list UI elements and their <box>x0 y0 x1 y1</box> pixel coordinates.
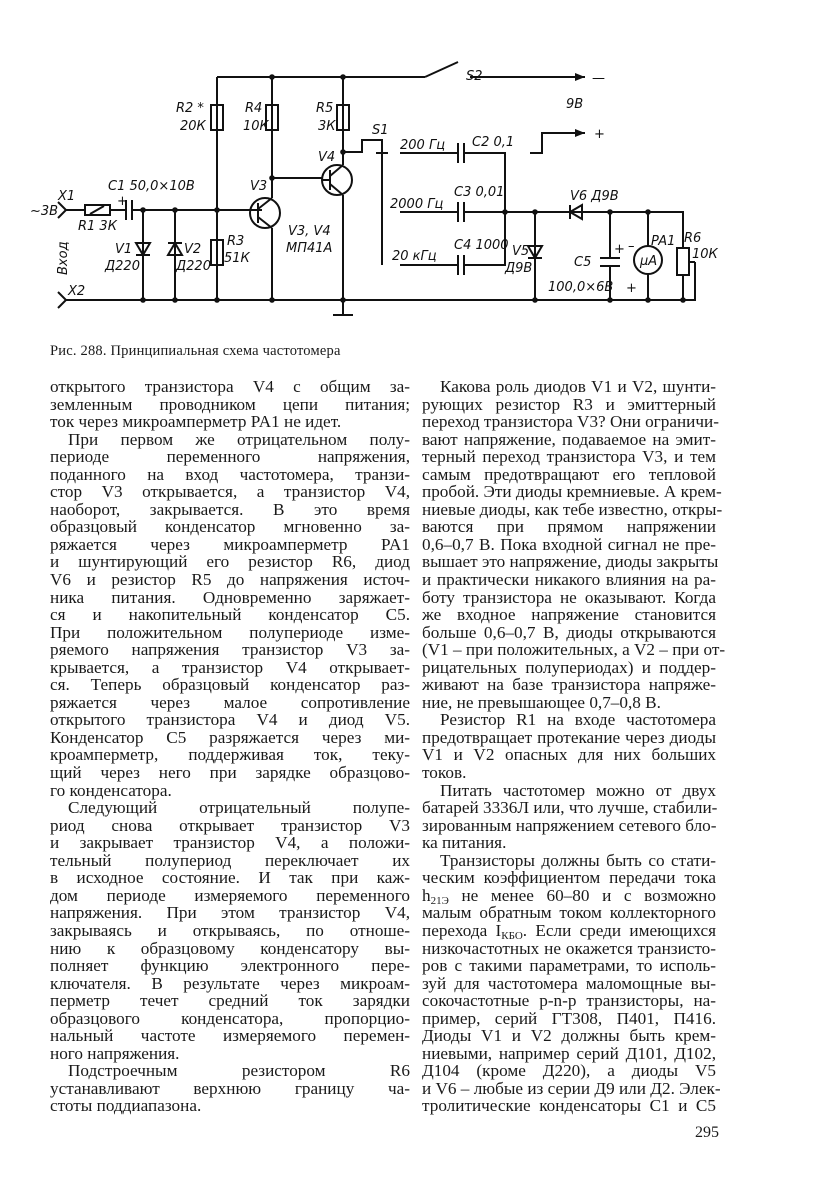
label-v2-type: Д220 <box>176 259 211 274</box>
label-r2: R2 * <box>176 101 204 116</box>
text-line: поданного на вход частотомера, транзи- <box>50 464 410 484</box>
subscript: КБО <box>501 929 523 942</box>
text-line: При первом же отрицательном полу- <box>68 429 410 449</box>
label-c1-plus: + <box>117 194 128 209</box>
figure-caption: Рис. 288. Принципиальная схема частотомера <box>50 343 341 359</box>
text-run: . Если среди имеющихся <box>522 920 716 940</box>
label-r1: R1 3К <box>78 219 117 234</box>
text-line: образцовый конденсатор мгновенно за- <box>50 517 410 537</box>
text-line: закрываясь и открываясь, по отноше- <box>50 920 410 940</box>
label-x2: X2 <box>68 284 86 299</box>
text-line: рицательных полупериодах) и поддер- <box>422 657 716 677</box>
text-line: ние, не превышающее 0,7–0,8 В. <box>422 692 661 712</box>
text-line: Д104 (кроме Д220), а диоды V5 <box>422 1061 716 1081</box>
label-200hz: 200 Гц <box>400 138 446 153</box>
text-line: образцового конденсатора, пропорцио- <box>50 1008 410 1028</box>
label-r4-value: 10К <box>243 119 269 134</box>
page-number: 295 <box>695 1124 719 1141</box>
s1-switch <box>343 140 388 265</box>
text-line: тролитические конденсаторы C1 и C5 <box>422 1096 716 1116</box>
text-line: ся. Теперь образцовый конденсатор раз- <box>50 675 410 695</box>
text-line: батарей 3336Л или, что лучше, стабили- <box>422 798 718 818</box>
text-line: ниевые диоды, как тебе известно, откры- <box>422 499 723 519</box>
text-line: нальный частоте измеряемого перемен- <box>50 1026 410 1046</box>
text-line: ряемого напряжения транзистор V3 за- <box>50 640 410 660</box>
text-line: же входное напряжение становится <box>422 605 716 625</box>
text-line: ся и накопительный конденсатор C5. <box>50 605 410 625</box>
paragraph <box>422 782 716 852</box>
label-c5: C5 <box>574 255 592 270</box>
r6-trimmer-resistor <box>677 248 689 275</box>
label-r4: R4 <box>245 101 263 116</box>
text-line: ного напряжения. <box>50 1043 180 1063</box>
subscript: 21Э <box>430 894 449 907</box>
text-line: го конденсатора. <box>50 780 172 800</box>
paragraph <box>422 377 726 712</box>
label-c3: C3 0,01 <box>454 185 505 200</box>
label-v3-v4-type: МП41А <box>286 241 333 256</box>
label-c5-plus: + <box>614 242 625 257</box>
label-r5: R5 <box>316 101 334 116</box>
text-line: в исходное состояние. И так при каж- <box>50 868 410 888</box>
text-line: низкочастотных не окажется транзисто- <box>422 938 716 958</box>
frequency-meter-schematic <box>0 0 827 330</box>
paragraph <box>422 850 721 1116</box>
text-line: напряжения. При этом транзистор V4, <box>50 903 410 923</box>
text-column-left <box>50 378 410 1115</box>
text-line: и V6 – любые из серии Д9 или Д2. Элек- <box>422 1078 721 1098</box>
label-20khz: 20 кГц <box>392 249 437 264</box>
label-c4: C4 1000 <box>454 238 509 253</box>
text-line: зированным напряжением сетевого бло- <box>422 815 717 835</box>
text-line: стор V3 открывается, а транзистор V4, <box>50 482 410 502</box>
text-line: нию к образцовому конденсатору вы- <box>50 938 410 958</box>
label-v1-type: Д220 <box>105 259 140 274</box>
text-line <box>422 922 716 940</box>
label-pa1-unit: μA <box>640 254 658 269</box>
label-r6: R6 <box>684 231 702 246</box>
paragraph <box>50 378 410 431</box>
label-r3: R3 <box>227 234 245 249</box>
label-pa1-minus: – <box>628 239 635 254</box>
text-line: ниевыми, например серий Д101, Д102, <box>422 1043 716 1063</box>
paragraph <box>50 799 410 1062</box>
text-line: ток через микроамперметр PA1 не идет. <box>50 412 342 432</box>
text-line: Питать частотомер можно от двух <box>440 780 716 800</box>
text-line: наоборот, закрывается. В это время <box>50 499 410 519</box>
text-line: малым обратным током коллекторного <box>422 903 716 923</box>
label-pa1: PA1 <box>651 234 676 249</box>
paragraph <box>50 1062 410 1115</box>
label-v5: V5 <box>512 244 530 259</box>
text-line: Транзисторы должны быть со стати- <box>440 850 716 870</box>
text-line: боту транзистора не оказывают. Когда <box>422 587 716 607</box>
label-2000hz: 2000 Гц <box>390 197 444 212</box>
text-line: полняет функцию электронного пере- <box>50 956 410 976</box>
label-r6-value: 10К <box>692 247 718 262</box>
text-line: V1 и V2 опасных для них больших <box>422 745 716 765</box>
text-line: пробой. Эти диоды кремниевые. А крем- <box>422 482 722 502</box>
text-line: риод снова открывает транзистор V3 <box>50 815 410 835</box>
label-v3-v4: V3, V4 <box>288 224 331 239</box>
text-line: ров с такими параметрами, то исполь- <box>422 956 716 976</box>
text-line: При положительном полупериоде изме- <box>50 622 410 642</box>
paragraph <box>50 431 410 799</box>
text-line: предотвращает протекание через диоды <box>422 727 716 747</box>
paragraph <box>422 711 716 781</box>
text-line: устанавливают верхнюю границу ча- <box>50 1078 410 1098</box>
text-line: дом периоде измеряемого переменного <box>50 885 410 905</box>
text-line: больше 0,6–0,7 В, диоды открываются <box>422 622 716 642</box>
text-line: и практически никакого влияния на ра- <box>422 570 716 590</box>
text-line: ряжается через микроамперметр PA1 <box>50 534 410 554</box>
label-c1: C1 50,0×10В <box>108 179 195 194</box>
text-line: переход транзистора V3? Они ограничи- <box>422 412 719 432</box>
text-line: Резистор R1 на входе частотомера <box>440 710 716 730</box>
text-line: V6 и резистор R5 до напряжения источ- <box>50 570 410 590</box>
text-line: Диоды V1 и V2 должны быть крем- <box>422 1026 716 1046</box>
text-line: рующих резистор R3 и эмиттерный <box>422 394 716 414</box>
label-r5-value: 3К <box>318 119 336 134</box>
text-line: и шунтирующий его резистор R6, диод <box>50 552 410 572</box>
text-line: ка питания. <box>422 833 507 853</box>
label-v4: V4 <box>318 150 336 165</box>
text-line: зуй для частотомера маломощные вы- <box>422 973 716 993</box>
text-line: 0,6–0,7 В. Пока входной сигнал не пре- <box>422 534 716 554</box>
text-line: (V1 – при положительных, а V2 – при от- <box>422 640 726 660</box>
label-input-voltage: ~3В <box>30 204 59 219</box>
label-v1: V1 <box>115 242 133 257</box>
text-line: щий через него при зарядке образцово- <box>50 763 410 783</box>
text-column-right <box>422 377 726 1116</box>
text-line: Конденсатор C5 разряжается через ми- <box>50 727 410 747</box>
text-line: Какова роль диодов V1 и V2, шунти- <box>440 377 716 396</box>
text-line: и закрывает транзистор V4, а положи- <box>50 833 410 853</box>
text-line: ряжается через малое сопротивление <box>50 692 410 712</box>
label-r3-value: 51К <box>224 251 250 266</box>
text-line <box>422 887 716 905</box>
text-line: земленным проводником цепи питания; <box>50 394 410 414</box>
text-line: открытого транзистора V4 и диод V5. <box>50 710 410 730</box>
text-line: ключателя. В результате через микроам- <box>50 973 410 993</box>
text-line: живают на базе транзистора напряже- <box>422 675 716 695</box>
text-run: h <box>422 885 431 905</box>
label-r2-value: 20К <box>180 119 206 134</box>
text-line: кроамперметр, поддерживая ток, теку- <box>50 745 410 765</box>
text-line: Подстроечным резистором R6 <box>68 1061 410 1081</box>
text-line: вают напряжение, подаваемое на эмит- <box>422 429 716 449</box>
text-line: ческим коэффициентом передачи тока <box>422 868 716 888</box>
label-v6: V6 Д9В <box>570 189 619 204</box>
text-line: крывается, а транзистор V4 открывает- <box>50 657 410 677</box>
text-line: токов. <box>422 763 467 783</box>
text-line: терный переход транзистора V3, и тем <box>422 447 716 467</box>
label-c2: C2 0,1 <box>472 135 515 150</box>
text-line: Следующий отрицательный полупе- <box>68 798 410 818</box>
text-line: стоты поддиапазона. <box>50 1096 202 1116</box>
label-c5-value: 100,0×6В <box>548 280 614 295</box>
text-run: перехода I <box>422 920 502 940</box>
label-v5-type: Д9В <box>505 261 533 276</box>
text-line: открытого транзистора V4 с общим за- <box>50 377 410 396</box>
text-line: ника питания. Одновременно заряжает- <box>50 587 410 607</box>
label-v3: V3 <box>250 179 268 194</box>
text-line: ваются при прямом напряжении <box>422 517 716 537</box>
text-line: самым предотвращают его тепловой <box>422 464 716 484</box>
label-supply-voltage: 9В <box>566 97 584 112</box>
component-labels <box>30 69 719 299</box>
text-line: перметр течет средний ток зарядки <box>50 991 410 1011</box>
label-supply-minus: — <box>592 71 605 86</box>
text-line: тельный полупериод переключает их <box>50 850 410 870</box>
text-line: вышает это напряжение, диоды закрыты <box>422 552 719 572</box>
text-line: пример, серий ГТ308, П401, П416. <box>422 1008 716 1028</box>
text-line: сокочастотные p-n-p транзисторы, на- <box>422 991 716 1011</box>
label-supply-plus: + <box>594 127 605 142</box>
label-s1: S1 <box>372 123 389 138</box>
label-x1: X1 <box>58 189 76 204</box>
label-s2: S2 <box>466 69 483 84</box>
label-pa1-plus: + <box>626 281 637 296</box>
text-line: периоде переменного напряжения, <box>50 447 410 467</box>
label-input: Вход <box>56 241 71 275</box>
text-run: не менее 60–80 и с возможно <box>448 885 716 905</box>
label-v2: V2 <box>184 242 202 257</box>
